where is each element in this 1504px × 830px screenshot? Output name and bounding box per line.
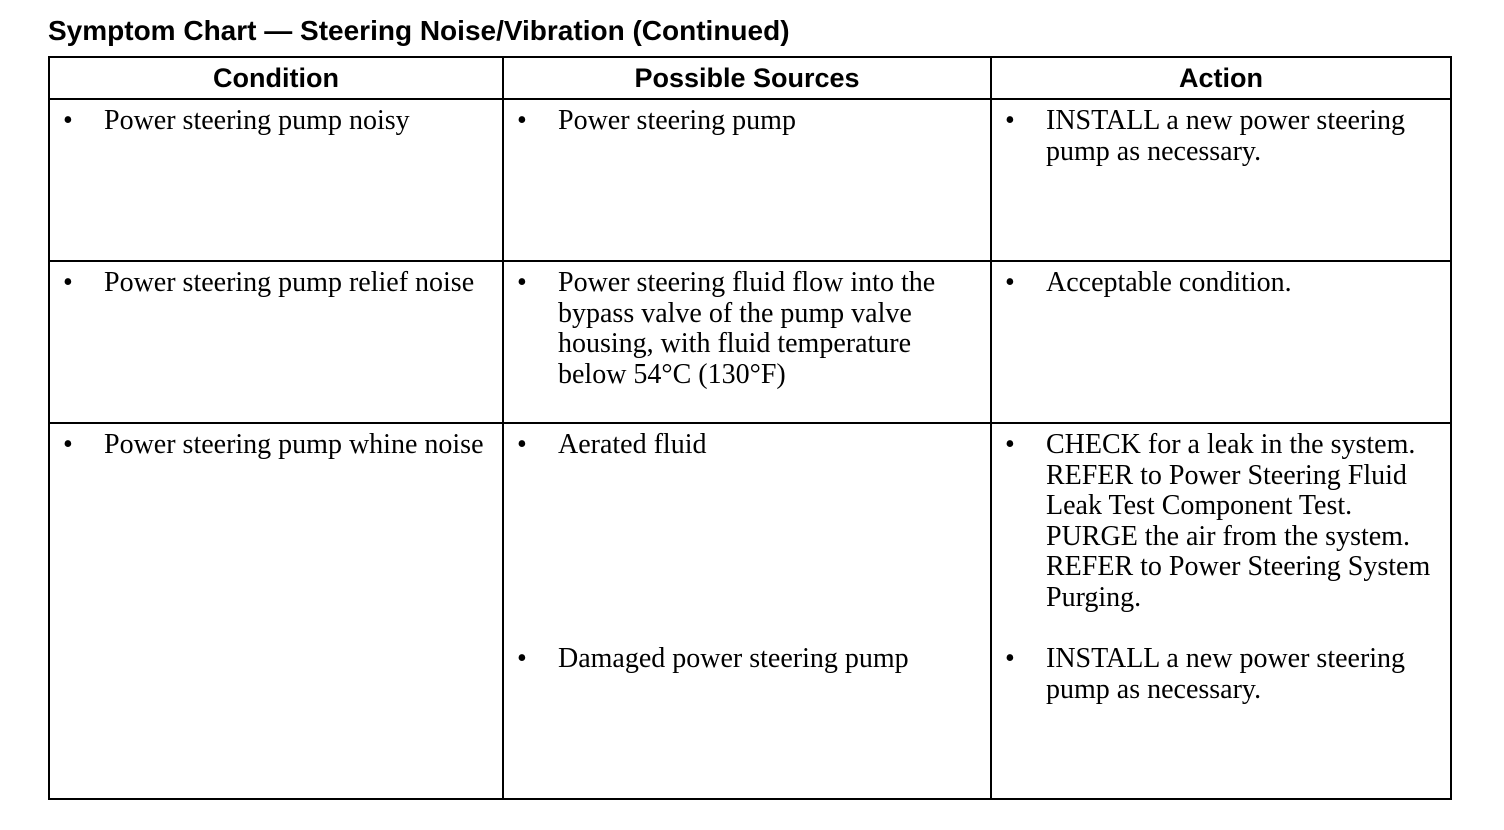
source-text: Aerated fluid	[558, 429, 707, 460]
header-condition: Condition	[49, 57, 503, 99]
source-text: Damaged power steering pump	[558, 643, 909, 674]
action-text: INSTALL a new power steering pump as necessary.	[1046, 643, 1406, 705]
action-cell	[991, 261, 1451, 423]
header-action: Action	[991, 57, 1451, 99]
action-cell	[991, 99, 1451, 261]
page-title: Symptom Chart — Steering Noise/Vibration (Continued)	[48, 15, 790, 46]
symptom-chart-table	[48, 56, 1452, 800]
bullet-icon: •	[1005, 267, 1015, 298]
condition-cell	[49, 423, 503, 799]
action-cell	[991, 423, 1451, 799]
bullet-icon: •	[1005, 429, 1015, 460]
table-row	[49, 261, 1451, 423]
bullet-icon: •	[63, 429, 73, 460]
source-text: Power steering pump	[558, 105, 796, 136]
bullet-icon: •	[517, 267, 527, 298]
sources-cell	[503, 99, 991, 261]
bullet-icon: •	[517, 105, 527, 136]
condition-cell	[49, 261, 503, 423]
bullet-icon: •	[1005, 105, 1015, 136]
header-possible-sources: Possible Sources	[503, 57, 991, 99]
source-text: Power steering fluid flow into the bypass valve of the pump valve housing, with fluid temperature below 54°C (130°F)	[558, 267, 936, 390]
bullet-icon: •	[1005, 643, 1015, 674]
sources-cell	[503, 423, 991, 799]
bullet-icon: •	[63, 105, 73, 136]
bullet-icon: •	[63, 267, 73, 298]
bullet-icon: •	[517, 429, 527, 460]
table-row	[49, 423, 1451, 799]
table-header-row	[49, 57, 1451, 99]
condition-text: Power steering pump noisy	[104, 105, 410, 136]
bullet-icon: •	[517, 643, 527, 674]
action-text: CHECK for a leak in the system. REFER to Power Steering Fluid Leak Test Component Test. PURGE the air from the system. REFER to Power Steering System Purging.	[1046, 429, 1431, 613]
condition-cell	[49, 99, 503, 261]
condition-text: Power steering pump whine noise	[104, 429, 484, 460]
condition-text: Power steering pump relief noise	[104, 267, 475, 298]
table-row	[49, 99, 1451, 261]
action-text: Acceptable condition.	[1046, 267, 1292, 298]
sources-cell	[503, 261, 991, 423]
action-text: INSTALL a new power steering pump as necessary.	[1046, 105, 1406, 167]
